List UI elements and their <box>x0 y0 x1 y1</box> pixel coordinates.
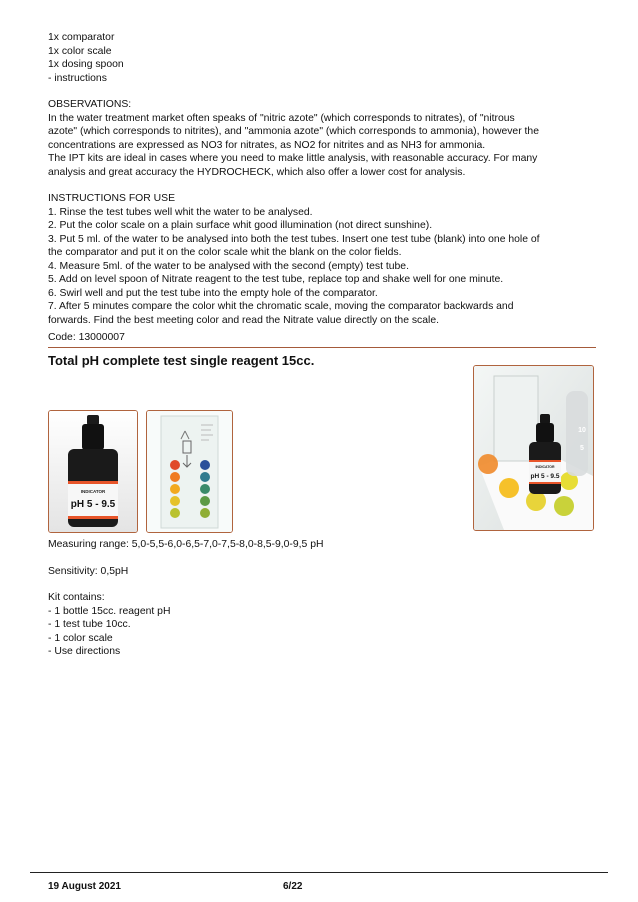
bottle-label-main: pH 5 - 9.5 <box>70 499 116 510</box>
color-scale-illustration <box>147 411 232 532</box>
list-item: - 1 color scale <box>48 632 113 644</box>
document-body <box>48 31 596 369</box>
bottle-illustration <box>49 411 137 532</box>
kit-photo-illustration <box>474 366 593 530</box>
list-item: 1x color scale <box>48 45 112 57</box>
kit-contents-list <box>48 31 596 85</box>
instructions-section <box>48 192 596 327</box>
list-item: - 1 bottle 15cc. reagent pH <box>48 605 171 617</box>
instruction-line: 7. After 5 minutes compare the color whit the chromatic scale, moving the comparator backwards and <box>48 301 514 312</box>
reagent-bottle-thumbnail[interactable] <box>48 410 138 533</box>
instruction-line: 6. Swirl well and put the test tube into the empty hole of the comparator. <box>48 287 378 299</box>
observations-section <box>48 98 596 179</box>
footer-divider <box>30 872 608 873</box>
list-item: - 1 test tube 10cc. <box>48 619 131 630</box>
instruction-line: 3. Put 5 ml. of the water to be analysed into both the test tubes. Insert one test tube (blank) into one hole of <box>48 233 540 245</box>
paragraph-line: analysis and great accuracy the HYDROCHECK, which also offer a lower cost for analysis. <box>48 166 466 178</box>
instruction-line: 2. Put the color scale on a plain surface whit good illumination (not direct sunshine). <box>48 220 433 231</box>
product-title: Total pH complete test single reagent 15cc. <box>48 352 315 368</box>
kit-contains-heading: Kit contains: <box>48 592 105 603</box>
bottle-label-top: INDICATOR <box>80 489 106 494</box>
scale-number-10: 10 <box>578 427 586 434</box>
paragraph-line: In the water treatment market often speaks of "nitric azote" (which corresponds to nitrates), of "nitrous <box>48 112 515 124</box>
list-item: 1x comparator <box>48 32 115 43</box>
page-number: 6/22 <box>283 881 303 892</box>
kit-in-use-thumbnail[interactable] <box>473 365 594 531</box>
instruction-line: the comparator and put it on the color scale whit the blank on the color fields. <box>48 247 402 258</box>
instruction-line: forwards. Find the best meeting color and read the Nitrate value directly on the scale. <box>48 314 440 326</box>
product-code: Code: 13000007 <box>48 331 596 348</box>
instructions-heading: INSTRUCTIONS FOR USE <box>48 193 176 204</box>
paragraph-line: azote" (which corresponds to nitrites), and "ammonia azote" (which corresponds to ammonia), however the <box>48 126 539 137</box>
paragraph-line: The IPT kits are ideal in cases where you need to make little analysis, with reasonable accuracy. For many <box>48 153 538 164</box>
scale-number-5: 5 <box>580 445 584 452</box>
list-item: 1x dosing spoon <box>48 59 124 70</box>
observations-heading: OBSERVATIONS: <box>48 99 132 110</box>
instruction-line: 1. Rinse the test tubes well whit the water to be analysed. <box>48 206 313 218</box>
photo-bottle-label-top: INDICATOR <box>535 465 555 469</box>
footer-date: 19 August 2021 <box>48 881 121 892</box>
measuring-range: Measuring range: 5,0-5,5-6,0-6,5-7,0-7,5-8,0-8,5-9,0-9,5 pH <box>48 539 324 550</box>
color-scale-thumbnail[interactable] <box>146 410 233 533</box>
instruction-line: 5. Add on level spoon of Nitrate reagent to the test tube, replace top and shake well for one minute. <box>48 274 504 285</box>
instruction-line: 4. Measure 5ml. of the water to be analysed with the second (empty) test tube. <box>48 260 409 272</box>
product-details <box>48 538 324 659</box>
sensitivity: Sensitivity: 0,5pH <box>48 565 129 577</box>
list-item: - Use directions <box>48 646 121 657</box>
list-item: - instructions <box>48 72 107 84</box>
photo-bottle-label-main: pH 5 - 9.5 <box>530 473 560 480</box>
paragraph-line: concentrations are expressed as NO3 for nitrates, as NO2 for nitrites and as NH3 for ammonia. <box>48 139 486 151</box>
